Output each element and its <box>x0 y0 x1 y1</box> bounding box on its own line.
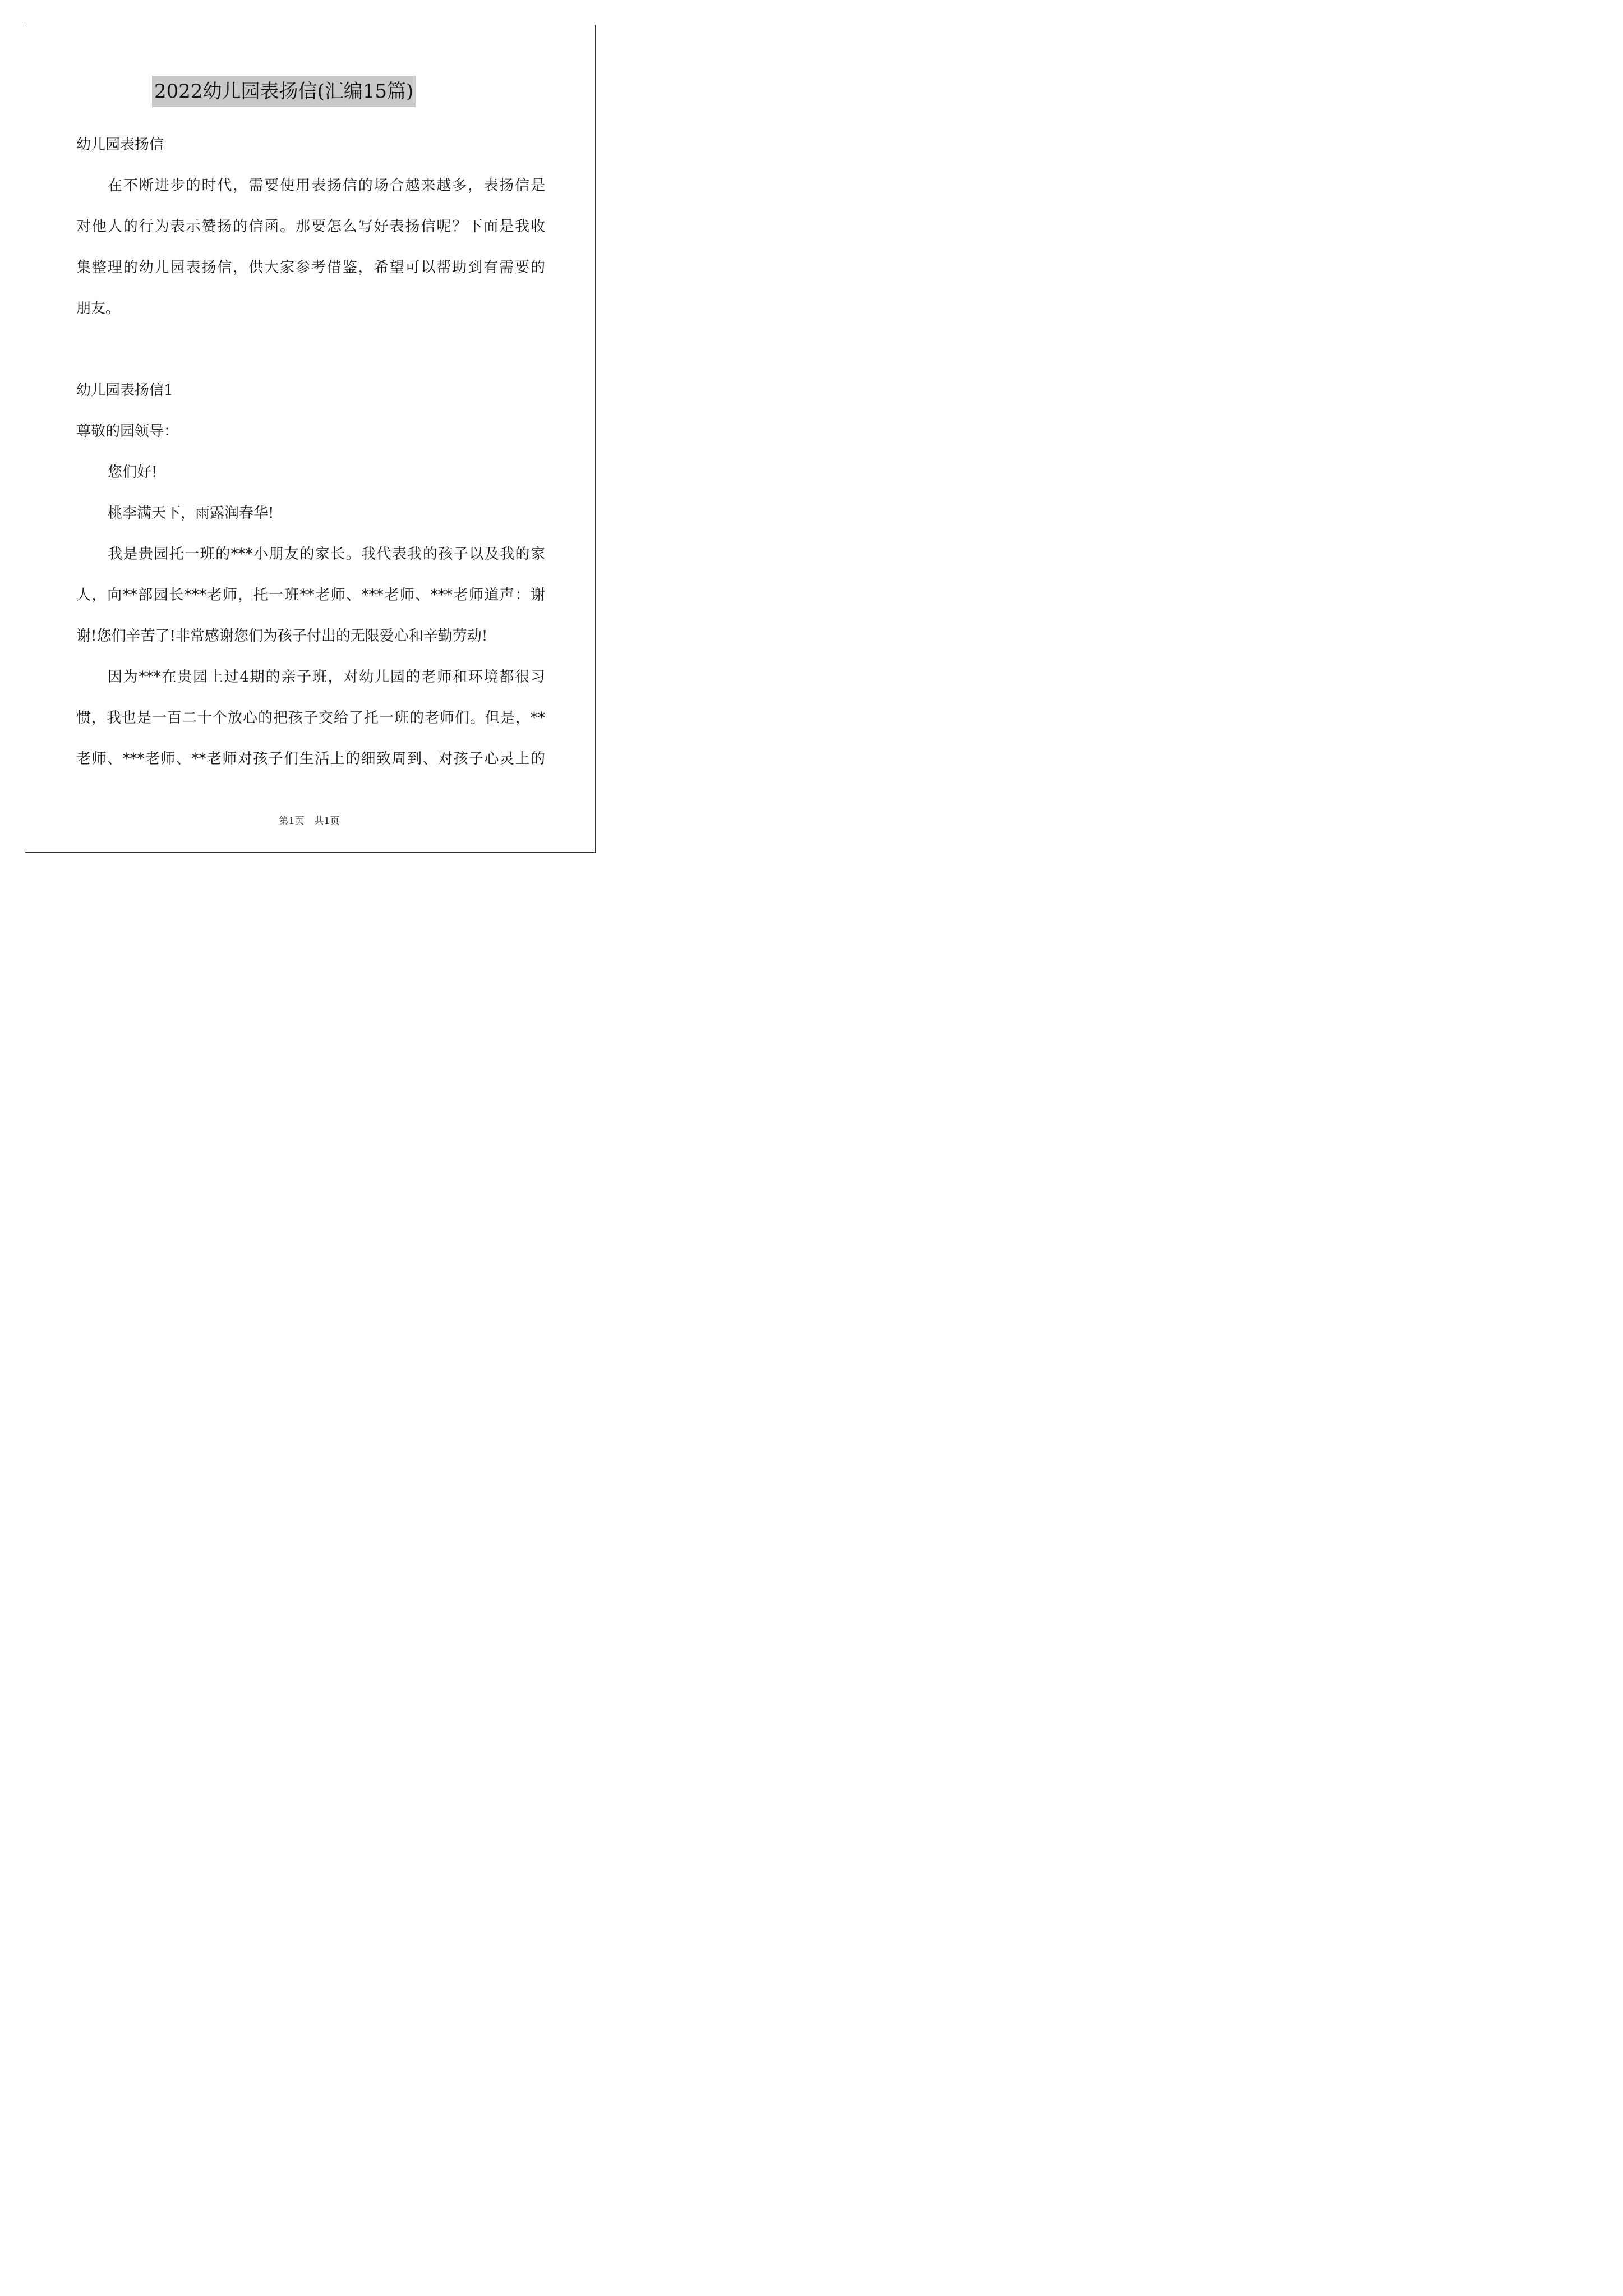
intro-paragraph-line: 在不断进步的时代，需要使用表扬信的场合越来越多，表扬信是 <box>108 177 545 194</box>
intro-heading: 幼儿园表扬信 <box>76 136 164 153</box>
letter-paragraph-line: 惯，我也是一百二十个放心的把孩子交给了托一班的老师们。但是，** <box>76 710 545 726</box>
intro-paragraph-line: 集整理的幼儿园表扬信，供大家参考借鉴，希望可以帮助到有需要的 <box>76 259 545 276</box>
letter-paragraph-line: 老师、***老师、**老师对孩子们生活上的细致周到、对孩子心灵上的 <box>76 751 545 767</box>
letter-paragraph-line: 因为***在贵园上过4期的亲子班，对幼儿园的老师和环境都很习 <box>108 669 545 685</box>
intro-paragraph-line: 朋友。 <box>76 300 121 317</box>
letter-heading: 幼儿园表扬信1 <box>76 382 173 399</box>
intro-paragraph-line: 对他人的行为表示赞扬的信函。那要怎么写好表扬信呢？下面是我收 <box>76 218 545 235</box>
page-total: 共1页 <box>314 816 340 827</box>
letter-greeting: 您们好! <box>108 464 158 481</box>
letter-verse: 桃李满天下，雨露润春华! <box>108 505 274 522</box>
letter-paragraph-line: 我是贵园托一班的***小朋友的家长。我代表我的孩子以及我的家 <box>108 546 545 563</box>
document-title: 2022幼儿园表扬信(汇编15篇) <box>152 76 416 107</box>
letter-paragraph-line: 谢!您们辛苦了!非常感谢您们为孩子付出的无限爱心和辛勤劳动! <box>76 628 488 645</box>
letter-paragraph-line: 人，向**部园长***老师，托一班**老师、***老师、***老师道声：谢 <box>76 587 545 604</box>
letter-salutation: 尊敬的园领导： <box>76 423 179 440</box>
page-footer <box>0 816 619 827</box>
page-number: 第1页 <box>279 816 305 827</box>
